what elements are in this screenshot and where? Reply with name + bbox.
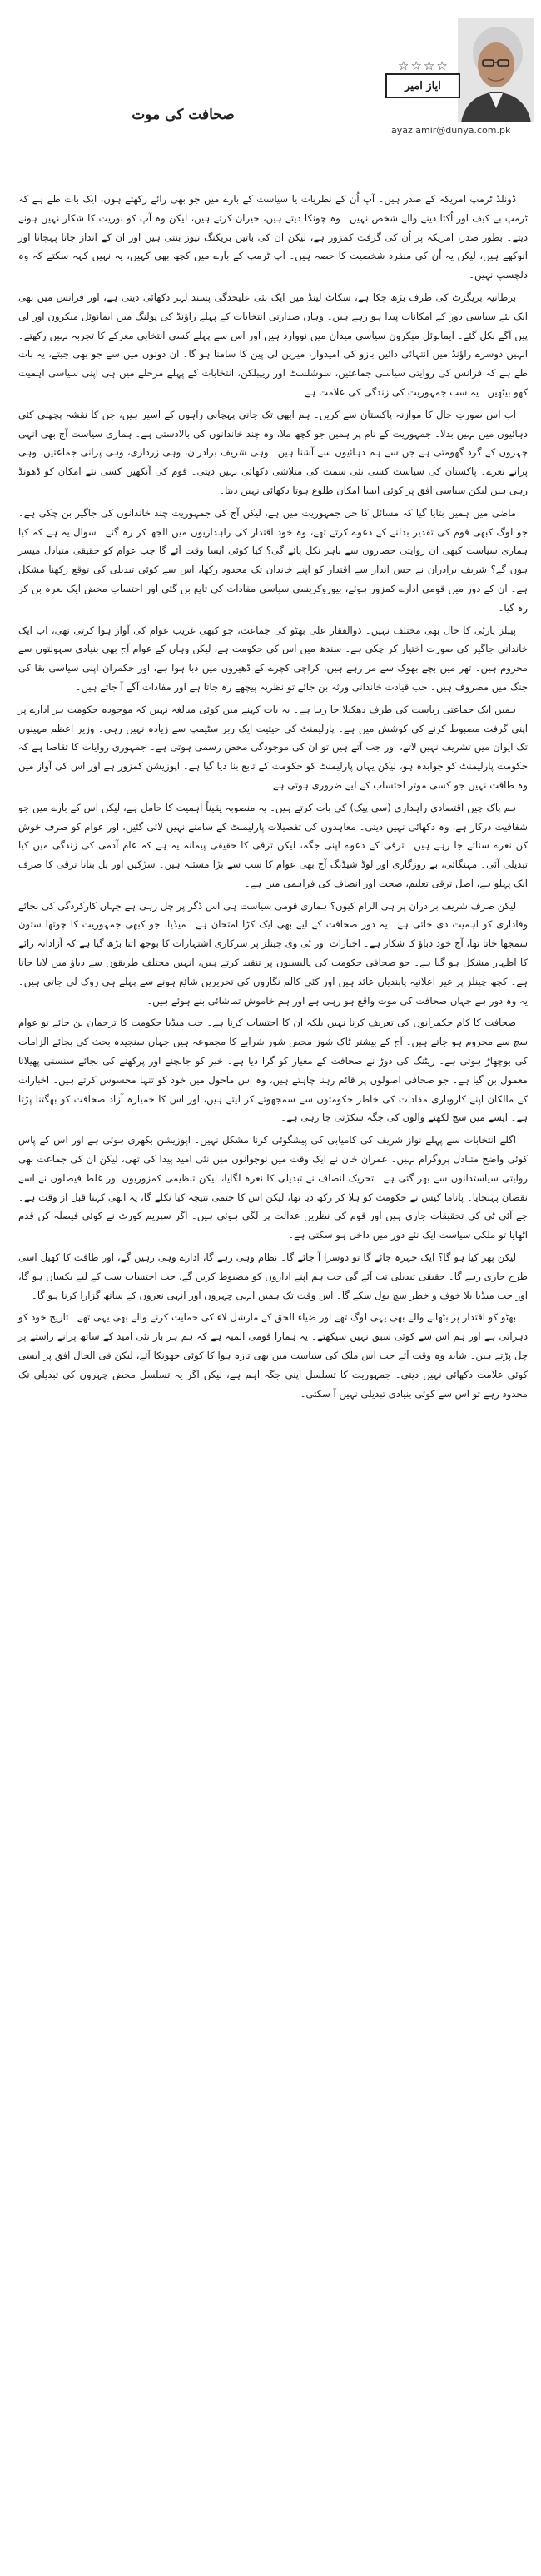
columnist-name: ایاز امیر [385,73,460,98]
article-paragraph: برطانیہ بریگزٹ کی طرف بڑھ چکا ہے، سکاٹ لینڈ میں ایک نئی علیحدگی پسند لہر دکھائی دیتی ہے، اور فرانس میں بھی ایک نئے سیاسی دور کے امکانات پیدا ہو رہے ہیں۔ وہاں صدارتی انتخابات کے پہلے راؤنڈ کی پولنگ میں ایمانوئل میکرون اور لی پین آگے نکل گئے۔ ایمانوئل میکرون سیاسی میدان میں نووارد ہیں اور اس سے پہلے کسی انتخابی معرکے کا تجربہ نہیں رکھتے۔ انہیں دوسرے راؤنڈ میں انتہائی دائیں بازو کی امیدوار، میرین لی پین کا سامنا ہو گا۔ ان دونوں میں سے جو بھی جیتے، یہ بات طے ہے کہ فرانس کی روایتی سیاسی جماعتیں، سوشلسٹ اور ریپبلکن، انتخابات کے پہلے مرحلے میں ہی اپنی سیاسی اہمیت کھو بیٹھیں۔ یہ سب جمہوریت کی زندگی کی علامت ہے۔ [18,291,528,398]
article-paragraph: پیپلز پارٹی کا حال بھی مختلف نہیں۔ ذوالفقار علی بھٹو کی جماعت، جو کبھی غریب عوام کی آواز ہوا کرتی تھی، اب ایک خاندانی جاگیر کی صورت اختیار کر چکی ہے۔ سندھ میں اس کی حکومت ہے، لیکن وہاں کے عوام آج بھی بنیادی سہولتوں سے محروم ہیں۔ تھر میں بچے بھوک سے مر رہے ہیں، کراچی کچرے کے ڈھیروں میں دبا ہوا ہے، اور حکمران اپنی سیاسی بقا کی جنگ میں مصروف ہیں۔ جب قیادت خاندانی ورثہ بن جائے تو نظریہ پیچھے رہ جاتا ہے اور مفادات آگے آ جاتے ہیں۔ [18,624,528,693]
article-paragraph: اگلے انتخابات سے پہلے نواز شریف کی کامیابی کی پیشگوئی کرنا مشکل نہیں۔ اپوزیشن بکھری ہوئی ہے اور اس کے پاس کوئی واضح متبادل پروگرام نہیں۔ عمران خان نے ایک وقت میں نوجوانوں میں نئی امید پیدا کی تھی، لیکن ان کی جماعت بھی روایتی سیاستدانوں سے بھر گئی ہے۔ تحریک انصاف نے تبدیلی کا نعرہ لگایا، لیکن تنظیمی کمزوریوں اور غلط فیصلوں نے اسے نقصان پہنچایا۔ پاناما کیس نے حکومت کو ہلا کر رکھ دیا تھا، لیکن اس کا حتمی نتیجہ کیا نکلے گا، یہ ابھی کہنا قبل از وقت ہے۔ جے آئی ٹی کی تحقیقات جاری ہیں اور قوم کی نظریں عدالت پر لگی ہوئی ہیں۔ اگر سپریم کورٹ نے کوئی فیصلہ کن قدم اٹھایا تو ملکی سیاست ایک نئے دور میں داخل ہو سکتی ہے۔ [18,1134,528,1241]
author-portrait-icon [458,18,534,122]
rating-stars: ☆☆☆☆ [398,58,449,73]
author-email: ayaz.amir@dunya.com.pk [391,125,511,136]
column-header [0,0,541,187]
column-headline: صحافت کی موت [132,107,235,123]
article-paragraph: بھٹو کو اقتدار پر بٹھانے والے بھی یہی لوگ تھے اور ضیاء الحق کے مارشل لاء کی حمایت کرنے والے بھی یہی تھے۔ تاریخ خود کو دہراتی ہے اور ہم اس سے کوئی سبق نہیں سیکھتے۔ یہ ہمارا قومی المیہ ہے کہ ہم ہر بار نئی امید کے ساتھ پرانے راستے پر چل پڑتے ہیں۔ شاید وہ وقت آئے جب اس ملک کی سیاست میں بھی تازہ ہوا کا کوئی جھونکا آئے، لیکن فی الحال افق پر ایسی کوئی علامت دکھائی نہیں دیتی۔ جمہوریت کا تسلسل اپنی جگہ اہم ہے، لیکن اگر یہ تسلسل محض چہروں کی تبدیلی تک محدود رہے تو اس سے کوئی بنیادی تبدیلی نہیں آ سکتی۔ [18,1311,528,1400]
article-paragraph: اب اس صورتِ حال کا موازنہ پاکستان سے کریں۔ ہم ابھی تک جانی پہچانی راہوں کے اسیر ہیں، جن کا نقشہ پچھلی کئی دہائیوں میں نہیں بدلا۔ جمہوریت کے نام پر ہمیں جو کچھ ملا، وہ چند خاندانوں کی بالادستی ہے۔ ہماری سیاست آج بھی انہی چہروں کے گرد گھومتی ہے جن سے ہم دہائیوں سے آشنا ہیں۔ وہی شریف برادران، وہی زرداری، وہی پرانی جماعتیں، وہی پرانے نعرے۔ پاکستان کی سیاست کسی نئی سمت کی متلاشی دکھائی نہیں دیتی۔ قوم کی آنکھیں کسی نئے امکان کو ڈھونڈ رہی ہیں لیکن سیاسی افق پر کوئی ایسا امکان طلوع ہوتا دکھائی نہیں دیتا۔ [18,408,528,496]
article-paragraph: صحافت کا کام حکمرانوں کی تعریف کرنا نہیں بلکہ ان کا احتساب کرنا ہے۔ جب میڈیا حکومت کا ترجمان بن جائے تو عوام سچ سے محروم ہو جاتے ہیں۔ آج کے بیشتر ٹاک شوز محض شور شرابے کا مجموعہ ہیں جہاں سنجیدہ بحث کی بجائے الزامات کی بوچھاڑ ہوتی ہے۔ ریٹنگ کی دوڑ نے صحافت کے معیار کو گرا دیا ہے۔ خبر کو جانچنے اور پرکھنے کی بجائے سنسنی پھیلانا معمول بن گیا ہے۔ جو صحافی اصولوں پر قائم رہنا چاہتے ہیں، وہ اس ماحول میں خود کو تنہا محسوس کرتے ہیں۔ اخبارات کے مالکان اپنے کاروباری مفادات کی خاطر حکومتوں سے سمجھوتے کر لیتے ہیں، اور اس کا خمیازہ آزاد صحافت کو بھگتنا پڑتا ہے۔ ایسے میں سچ لکھنے والوں کی جگہ سکڑتی جا رہی ہے۔ [18,1017,528,1124]
article-paragraph: ہمیں ایک جماعتی ریاست کی طرف دھکیلا جا رہا ہے۔ یہ بات کہنے میں کوئی مبالغہ نہیں کہ موجودہ حکومت ہر ادارے پر اپنی گرفت مضبوط کرنے کی کوشش میں ہے۔ پارلیمنٹ کی حیثیت ایک ربر سٹیمپ سے زیادہ نہیں رہی۔ وزیر اعظم مہینوں تک ایوان میں تشریف نہیں لاتے، اور جب آتے ہیں تو ان کی موجودگی محض رسمی ہوتی ہے۔ جمہوری روایات کا تقاضا ہے کہ حکومت پارلیمنٹ کو جوابدہ ہو، لیکن یہاں پارلیمنٹ کو حکومت کے تابع بنا دیا گیا ہے۔ اپوزیشن کمزور ہے اور اس کی آواز میں وہ طاقت نہیں جو کسی موثر احتساب کے لیے ضروری ہوتی ہے۔ [18,703,528,791]
article-paragraph: ڈونلڈ ٹرمپ امریکہ کے صدر ہیں۔ آپ اُن کے نظریات یا سیاست کے بارے میں جو بھی رائے رکھتے ہوں، ایک بات طے ہے کہ ٹرمپ بے کیف اور اُکتا دینے والے شخص نہیں۔ وہ چونکا دیتے ہیں، حیران کرتے ہیں، لیکن وہ آپ کو بوریت کا شکار نہیں ہونے دیتے۔ بطور صدر، امریکہ پر اُن کی گرفت کمزور ہے، لیکن ان کی باتیں بریکنگ نیوز بنتی ہیں اور ان کے انداز جانا پہچانا اور انوکھے ہیں، لیکن یہ اُن کی منفرد شخصیت کا حصہ ہیں۔ آپ ٹرمپ کے بارے میں کچھ بھی کہیں، یہ نہیں کہہ سکتے کہ وہ دلچسپ نہیں۔ [18,193,528,281]
author-photo [458,18,534,122]
article-paragraph: ماضی میں ہمیں بتایا گیا کہ مسائل کا حل جمہوریت میں ہے، لیکن آج کی جمہوریت چند خاندانوں کی جاگیر بن چکی ہے۔ جو لوگ کبھی قوم کی تقدیر بدلنے کے دعوے کرتے تھے، وہ خود اقتدار کی راہداریوں میں الجھ کر رہ گئے۔ سوال یہ ہے کہ کیا ہماری سیاست کبھی ان روایتی حصاروں سے باہر نکل پائے گی؟ کیا کوئی ایسا وقت آئے گا جب عوام کو حقیقی متبادل میسر ہوں گے؟ شریف برادران نے جس انداز سے اقتدار کو اپنے خاندان تک محدود رکھا، اس سے کوئی تبدیلی کی توقع رکھنا مشکل ہے۔ ان کے دور میں قومی ادارے کمزور ہوئے، بیوروکریسی سیاسی مفادات کی تابع بن گئی اور احتساب محض ایک نعرہ بن کر رہ گیا۔ [18,506,528,614]
article-paragraph: لیکن صرف شریف برادران پر ہی الزام کیوں؟ ہماری قومی سیاست ہی اس ڈگر پر چل رہی ہے جہاں کارکردگی کی بجائے وفاداری کو اہمیت دی جاتی ہے۔ یہ دور صحافت کے لیے بھی ایک کڑا امتحان ہے۔ میڈیا، جو کبھی جمہوریت کا چوتھا ستون سمجھا جاتا تھا، آج خود دباؤ کا شکار ہے۔ اخبارات اور ٹی وی چینلز پر سرکاری اشتہارات کا بوجھ اتنا بڑھ گیا ہے کہ آزادانہ رائے کا اظہار مشکل ہو گیا ہے۔ جو صحافی حکومت کی پالیسیوں پر تنقید کرتے ہیں، انہیں مختلف طریقوں سے دباؤ میں لایا جاتا ہے۔ کچھ چینلز پر غیر اعلانیہ پابندیاں عائد ہیں اور کئی کالم نگاروں کی تحریریں شائع ہونے سے پہلے ہی روک لی جاتی ہیں۔ یہ وہ دور ہے جہاں صحافت کی موت واقع ہو رہی ہے اور ہم خاموش تماشائی بنے ہوئے ہیں۔ [18,899,528,1007]
article-paragraph: لیکن پھر کیا ہو گا؟ ایک چہرہ جائے گا تو دوسرا آ جائے گا۔ نظام وہی رہے گا، ادارے وہی رہیں گے، اور طاقت کا کھیل اسی طرح جاری رہے گا۔ حقیقی تبدیلی تب آئے گی جب ہم اپنے اداروں کو مضبوط کریں گے، جب احتساب سب کے لیے یکساں ہو گا، اور جب میڈیا بلا خوف و خطر سچ بول سکے گا۔ اس وقت تک ہمیں انہی چہروں اور انہی نعروں کے ساتھ گزارا کرنا ہو گا۔ [18,1251,528,1301]
article-paragraph: ہم پاک چین اقتصادی راہداری (سی پیک) کی بات کرتے ہیں۔ یہ منصوبہ یقیناً اہمیت کا حامل ہے، لیکن اس کے بارے میں جو شفافیت درکار ہے، وہ دکھائی نہیں دیتی۔ معاہدوں کی تفصیلات پارلیمنٹ کے سامنے نہیں لائی گئیں، اور عوام کو صرف خوش کن نعرے سنائے جا رہے ہیں۔ ترقی کے دعوے اپنی جگہ، لیکن ترقی کا حقیقی پیمانہ یہ ہے کہ عام آدمی کی زندگی میں کیا تبدیلی آئی۔ مہنگائی، بے روزگاری اور لوڈ شیڈنگ آج بھی عوام کا سب سے بڑا مسئلہ ہیں۔ سڑکیں اور پل بنانا ترقی کا صرف ایک پہلو ہے، اصل ترقی تعلیم، صحت اور انصاف کی فراہمی میں ہے۔ [18,801,528,889]
article-body [18,190,528,1406]
